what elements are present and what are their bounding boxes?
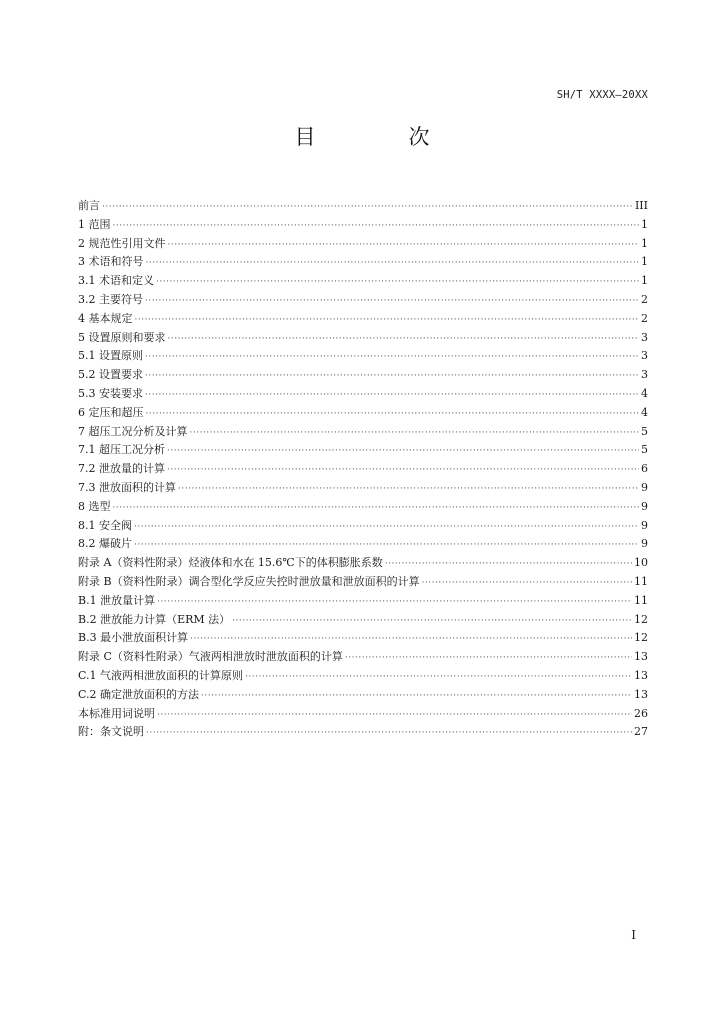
toc-label: 本标准用词说明	[78, 706, 155, 720]
toc-label: 7.2 泄放量的计算	[78, 462, 165, 476]
dot-leader	[201, 687, 632, 706]
toc-page-number: 2	[641, 311, 648, 325]
toc-entry-7-1[interactable]	[78, 441, 648, 460]
toc-page-number: 9	[641, 518, 648, 532]
toc-entry-5-3[interactable]	[78, 385, 648, 404]
toc-page-number: 9	[641, 537, 648, 551]
toc-entry-7[interactable]	[78, 423, 648, 442]
toc-label: 5.3 安装要求	[78, 386, 143, 400]
toc-entry-appendix-c[interactable]	[78, 648, 648, 667]
dot-leader	[190, 424, 640, 443]
toc-entry-7-2[interactable]	[78, 460, 648, 479]
toc-label: 2 规范性引用文件	[78, 236, 166, 250]
dot-leader	[168, 330, 640, 349]
toc-label: 附录 B（资料性附录）调合型化学反应失控时泄放量和泄放面积的计算	[78, 574, 420, 588]
toc-label: 4 基本规定	[78, 311, 133, 325]
toc-page-number: 2	[641, 292, 648, 306]
dot-leader	[135, 311, 640, 330]
toc-entry-6[interactable]	[78, 404, 648, 423]
dot-leader	[190, 630, 632, 649]
toc-label: 3.2 主要符号	[78, 292, 143, 306]
toc-entry-c-2[interactable]	[78, 686, 648, 705]
toc-page-number: 12	[634, 631, 648, 645]
toc-entry-5-2[interactable]	[78, 366, 648, 385]
dot-leader	[168, 236, 640, 255]
toc-page-number: 3	[641, 368, 648, 382]
toc-entry-terms-explanation[interactable]	[78, 705, 648, 724]
toc-entry-foreword[interactable]	[78, 197, 648, 216]
dot-leader	[145, 386, 639, 405]
toc-label: 附录 C（资料性附录）气液两相泄放时泄放面积的计算	[78, 650, 343, 664]
toc-label: B.3 最小泄放面积计算	[78, 631, 189, 645]
toc-page-number: 11	[634, 593, 648, 607]
toc-label: 5.2 设置要求	[78, 368, 143, 382]
toc-label: 8.1 安全阀	[78, 518, 132, 532]
toc-label: 5 设置原则和要求	[78, 330, 166, 344]
toc-entry-7-3[interactable]	[78, 479, 648, 498]
toc-label: 7.3 泄放面积的计算	[78, 480, 176, 494]
toc-entry-3-2[interactable]	[78, 291, 648, 310]
dot-leader	[146, 405, 640, 424]
dot-leader	[245, 668, 632, 687]
toc-page-number: 10	[634, 556, 648, 570]
toc-page-number: 5	[641, 443, 648, 457]
toc-entry-4[interactable]	[78, 310, 648, 329]
toc-page-number: 6	[641, 462, 648, 476]
toc-label: C.2 确定泄放面积的方法	[78, 687, 200, 701]
toc-entry-b-1[interactable]	[78, 592, 648, 611]
page-title: 目 次	[294, 125, 466, 149]
dot-leader	[156, 273, 639, 292]
dot-leader	[134, 536, 639, 555]
dot-leader	[167, 461, 639, 480]
toc-page-number: 3	[641, 349, 648, 363]
dot-leader	[146, 254, 640, 273]
toc-label: 6 定压和超压	[78, 405, 144, 419]
toc-entry-8-1[interactable]	[78, 517, 648, 536]
toc-label: 8.2 爆破片	[78, 537, 132, 551]
toc-label: 附：条文说明	[78, 725, 144, 739]
toc-entry-c-1[interactable]	[78, 667, 648, 686]
toc-page-number: 1	[641, 274, 648, 288]
dot-leader	[146, 724, 632, 743]
table-of-contents	[78, 197, 648, 742]
toc-page-number: 4	[641, 405, 648, 419]
toc-label: 附录 A（资料性附录）烃液体和水在 15.6℃下的体积膨胀系数	[78, 556, 383, 570]
toc-entry-3-1[interactable]	[78, 272, 648, 291]
toc-page-number: 1	[641, 217, 648, 231]
document-code: SH/T XXXX—20XX	[556, 89, 648, 101]
toc-page-number: 13	[634, 650, 648, 664]
toc-entry-5-1[interactable]	[78, 347, 648, 366]
toc-entry-appendix-a[interactable]	[78, 554, 648, 573]
toc-label: 3.1 术语和定义	[78, 274, 154, 288]
toc-page-number: 13	[634, 668, 648, 682]
toc-page-number: 3	[641, 330, 648, 344]
toc-entry-clause-explanation[interactable]	[78, 723, 648, 742]
toc-label: 1 范围	[78, 217, 111, 231]
toc-label: B.1 泄放量计算	[78, 593, 156, 607]
toc-entry-b-3[interactable]	[78, 629, 648, 648]
dot-leader	[145, 348, 639, 367]
toc-page-number: 9	[641, 480, 648, 494]
toc-page-number: 4	[641, 386, 648, 400]
toc-label: 前言	[78, 199, 100, 212]
dot-leader	[145, 367, 639, 386]
toc-page-number: 12	[634, 612, 648, 626]
toc-page-number: 1	[641, 236, 648, 250]
dot-leader	[232, 612, 632, 631]
dot-leader	[345, 649, 632, 668]
page-number: I	[631, 928, 636, 942]
toc-label: 5.1 设置原则	[78, 349, 143, 363]
toc-page-number: 1	[641, 255, 648, 269]
toc-entry-8-2[interactable]	[78, 535, 648, 554]
toc-label: 7.1 超压工况分析	[78, 443, 165, 457]
toc-label: C.1 气液两相泄放面积的计算原则	[78, 668, 244, 682]
dot-leader	[113, 217, 640, 236]
dot-leader	[385, 555, 632, 574]
dot-leader	[113, 499, 640, 518]
toc-page-number: 11	[634, 574, 648, 588]
toc-entry-3[interactable]	[78, 253, 648, 272]
dot-leader	[134, 518, 639, 537]
dot-leader	[167, 442, 639, 461]
dot-leader	[178, 480, 639, 499]
toc-entry-b-2[interactable]	[78, 611, 648, 630]
toc-label: 8 选型	[78, 499, 111, 513]
dot-leader	[422, 574, 632, 593]
toc-page-number: 27	[634, 725, 648, 739]
toc-page-number: III	[634, 199, 648, 212]
dot-leader	[145, 292, 639, 311]
toc-label: B.2 泄放能力计算（ERM 法）	[78, 612, 231, 626]
toc-page-number: 5	[641, 424, 648, 438]
toc-page-number: 26	[634, 706, 648, 720]
toc-entry-appendix-b[interactable]	[78, 573, 648, 592]
dot-leader	[102, 198, 633, 217]
toc-entry-1[interactable]	[78, 216, 648, 235]
toc-label: 3 术语和符号	[78, 255, 144, 269]
toc-label: 7 超压工况分析及计算	[78, 424, 188, 438]
toc-page-number: 9	[641, 499, 648, 513]
toc-entry-8[interactable]	[78, 498, 648, 517]
dot-leader	[157, 593, 632, 612]
toc-page-number: 13	[634, 687, 648, 701]
toc-entry-5[interactable]	[78, 329, 648, 348]
dot-leader	[157, 706, 632, 725]
toc-entry-2[interactable]	[78, 235, 648, 254]
